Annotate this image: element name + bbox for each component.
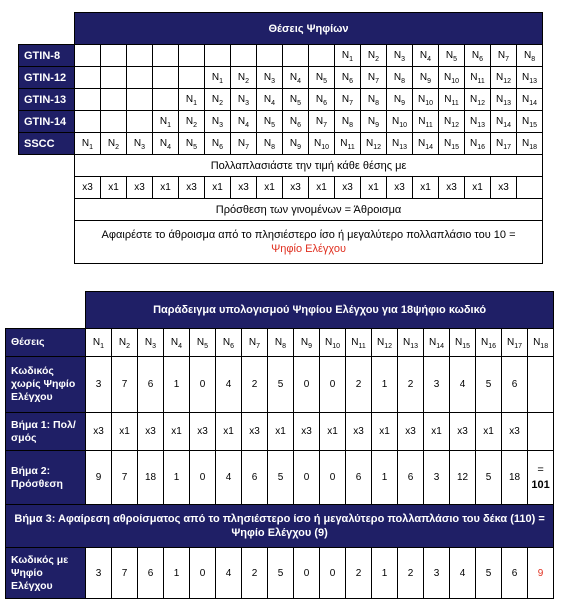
multiplier-cell: x1: [216, 413, 242, 451]
table2-title: Παράδειγμα υπολογισμού Ψηφίου Ελέγχου για 18ψήφιο κωδικό: [86, 292, 554, 329]
empty-cell: [101, 111, 127, 133]
positions-row: [6, 329, 554, 357]
position-cell: $N_{14}$: [413, 133, 439, 155]
multiplier-cell: x3: [127, 177, 153, 199]
multiplier-cell: x3: [387, 177, 413, 199]
product-cell: 0: [190, 451, 216, 505]
product-cell: 4: [216, 451, 242, 505]
position-cell: $N_{17}$: [491, 133, 517, 155]
multiplier-cell: x3: [491, 177, 517, 199]
position-cell: $N_9$: [283, 133, 309, 155]
position-cell: $N_{12}$: [465, 89, 491, 111]
position-cell: $N_5$: [309, 67, 335, 89]
position-header-cell: $N_{15}$: [450, 329, 476, 357]
position-cell: $N_9$: [361, 111, 387, 133]
position-header-cell: $N_{11}$: [346, 329, 372, 357]
final-digit-cell: 2: [398, 548, 424, 599]
final-digit-cell: 6: [138, 548, 164, 599]
position-cell: $N_{16}$: [465, 133, 491, 155]
empty-cell: [101, 67, 127, 89]
code-digit-cell: 0: [320, 357, 346, 413]
table1-rows: [19, 45, 543, 155]
position-row: [19, 45, 543, 67]
position-header-cell: $N_6$: [216, 329, 242, 357]
empty-cell: [101, 45, 127, 67]
position-header-cell: $N_{13}$: [398, 329, 424, 357]
position-cell: $N_2$: [361, 45, 387, 67]
multiplier-cell: x3: [179, 177, 205, 199]
multiplier-cell: x3: [398, 413, 424, 451]
multiplier-cell: x1: [320, 413, 346, 451]
sum-value: 101: [531, 478, 550, 491]
multiplier-cell: x3: [335, 177, 361, 199]
code-digit-cell: 3: [424, 357, 450, 413]
multiplier-cell: x3: [346, 413, 372, 451]
final-row: [6, 548, 554, 599]
position-cell: $N_{18}$: [517, 133, 543, 155]
multiplier-cell: x1: [424, 413, 450, 451]
check-digit-cell: 9: [528, 548, 554, 599]
product-cell: 0: [320, 451, 346, 505]
position-cell: $N_5$: [439, 45, 465, 67]
product-cell: 0: [294, 451, 320, 505]
position-cell: $N_8$: [517, 45, 543, 67]
final-digit-cell: 1: [164, 548, 190, 599]
position-cell: $N_4$: [231, 111, 257, 133]
subtract-text: Αφαιρέστε το άθροισμα από το πλησιέστερο ίσο ή μεγαλύτερο πολλαπλάσιο του 10 =: [101, 229, 516, 241]
final-digit-cell: 0: [190, 548, 216, 599]
position-header-cell: $N_{16}$: [476, 329, 502, 357]
empty-corner: [19, 13, 75, 45]
product-cell: 12: [450, 451, 476, 505]
product-cell: 18: [138, 451, 164, 505]
position-cell: $N_3$: [231, 89, 257, 111]
position-row: [19, 67, 543, 89]
multiplier-row: [19, 177, 543, 199]
position-cell: $N_{15}$: [517, 111, 543, 133]
empty-cell: [127, 67, 153, 89]
position-cell: $N_3$: [127, 133, 153, 155]
final-digit-cell: 2: [242, 548, 268, 599]
position-header-cell: $N_{12}$: [372, 329, 398, 357]
multiplier-cell: x3: [138, 413, 164, 451]
position-cell: $N_{11}$: [465, 67, 491, 89]
position-cell: $N_{15}$: [439, 133, 465, 155]
empty-cell: [283, 45, 309, 67]
final-digit-cell: 5: [476, 548, 502, 599]
final-digit-cell: 6: [502, 548, 528, 599]
multiplier-cell: x1: [153, 177, 179, 199]
position-cell: $N_1$: [205, 67, 231, 89]
position-cell: $N_6$: [205, 133, 231, 155]
position-cell: $N_3$: [205, 111, 231, 133]
code-digit-cell: 3: [86, 357, 112, 413]
multiplier-cell: x1: [361, 177, 387, 199]
position-header-cell: $N_3$: [138, 329, 164, 357]
empty-cell: [101, 89, 127, 111]
code-digit-cell: 5: [268, 357, 294, 413]
position-cell: $N_3$: [387, 45, 413, 67]
multiplier-cell: x1: [205, 177, 231, 199]
multiply-instruction: Πολλαπλασιάστε την τιμή κάθε θέσης με: [75, 155, 543, 177]
position-cell: $N_5$: [283, 89, 309, 111]
empty-cell: [179, 67, 205, 89]
position-cell: $N_4$: [413, 45, 439, 67]
position-cell: $N_{14}$: [517, 89, 543, 111]
step2-label: Βήμα 2: Πρόσθεση: [6, 451, 86, 505]
final-digit-cell: 0: [294, 548, 320, 599]
example-calculation-table: [5, 291, 554, 599]
multiplier-cell: x3: [242, 413, 268, 451]
position-cell: $N_7$: [361, 67, 387, 89]
multiplier-cell: x1: [465, 177, 491, 199]
position-cell: $N_5$: [257, 111, 283, 133]
final-digit-cell: 3: [424, 548, 450, 599]
position-cell: $N_4$: [283, 67, 309, 89]
position-row: [19, 89, 543, 111]
position-cell: $N_{10}$: [413, 89, 439, 111]
position-cell: $N_{12}$: [439, 111, 465, 133]
sum-instruction: Πρόσθεση των γινομένων = Άθροισμα: [75, 199, 543, 221]
row-label: GTIN-12: [19, 67, 75, 89]
final-digit-cell: 5: [268, 548, 294, 599]
position-cell: $N_{13}$: [387, 133, 413, 155]
position-cell: $N_2$: [231, 67, 257, 89]
empty-cell: [75, 89, 101, 111]
multiplier-cell: x1: [257, 177, 283, 199]
final-digit-cell: 4: [450, 548, 476, 599]
empty-cell: [75, 111, 101, 133]
position-header-cell: $N_5$: [190, 329, 216, 357]
multiplier-cell: x1: [476, 413, 502, 451]
position-cell: $N_{10}$: [439, 67, 465, 89]
row-label: SSCC: [19, 133, 75, 155]
code-digit-cell: 4: [216, 357, 242, 413]
position-cell: $N_2$: [101, 133, 127, 155]
product-cell: 6: [346, 451, 372, 505]
code-digit-cell: 2: [242, 357, 268, 413]
multiplier-cell: x1: [309, 177, 335, 199]
product-cell: 1: [372, 451, 398, 505]
final-digit-cell: 2: [346, 548, 372, 599]
position-cell: $N_5$: [179, 133, 205, 155]
position-cell: $N_7$: [491, 45, 517, 67]
multiplier-cell: x3: [502, 413, 528, 451]
empty-cell: [75, 45, 101, 67]
position-cell: $N_6$: [335, 67, 361, 89]
code-digit-cell: 0: [190, 357, 216, 413]
position-header-cell: $N_7$: [242, 329, 268, 357]
digit-positions-table: [18, 12, 543, 264]
row-label: GTIN-13: [19, 89, 75, 111]
final-digit-cell: 0: [320, 548, 346, 599]
multiplier-cell: x3: [283, 177, 309, 199]
position-cell: $N_{12}$: [361, 133, 387, 155]
position-header-cell: $N_{17}$: [502, 329, 528, 357]
empty-cell: [127, 89, 153, 111]
code-digit-cell: 6: [138, 357, 164, 413]
code-digit-cell: 5: [476, 357, 502, 413]
empty-cell: [153, 89, 179, 111]
product-cell: 5: [476, 451, 502, 505]
multiplier-cell: x1: [112, 413, 138, 451]
empty-cell: [528, 357, 554, 413]
product-cell: 7: [112, 451, 138, 505]
product-cell: 6: [242, 451, 268, 505]
final-label: Κωδικός με Ψηφίο Ελέγχου: [6, 548, 86, 599]
final-digit-cell: 1: [372, 548, 398, 599]
equals-sign: =: [537, 463, 544, 476]
code-digit-cell: 1: [372, 357, 398, 413]
row-label: GTIN-14: [19, 111, 75, 133]
product-cell: 1: [164, 451, 190, 505]
position-row: [19, 111, 543, 133]
table1-title: Θέσεις Ψηφίων: [75, 13, 543, 45]
position-header-cell: $N_4$: [164, 329, 190, 357]
position-header-cell: $N_{10}$: [320, 329, 346, 357]
position-cell: $N_{11}$: [335, 133, 361, 155]
empty-cell: [528, 413, 554, 451]
multiplier-cell: x3: [439, 177, 465, 199]
position-header-cell: $N_9$: [294, 329, 320, 357]
code-row: [6, 357, 554, 413]
code-digit-cell: 7: [112, 357, 138, 413]
position-cell: $N_7$: [231, 133, 257, 155]
empty-cell: [127, 111, 153, 133]
multiplier-cell: x3: [450, 413, 476, 451]
code-digit-cell: 2: [346, 357, 372, 413]
empty-cell: [153, 45, 179, 67]
empty-cell: [153, 67, 179, 89]
final-digit-cell: 7: [112, 548, 138, 599]
position-cell: $N_{10}$: [309, 133, 335, 155]
multiplier-cell: x3: [86, 413, 112, 451]
product-cell: 5: [268, 451, 294, 505]
position-cell: $N_{11}$: [413, 111, 439, 133]
product-cell: 3: [424, 451, 450, 505]
row-label: GTIN-8: [19, 45, 75, 67]
position-cell: $N_{12}$: [491, 67, 517, 89]
step3-instruction: Βήμα 3: Αφαίρεση αθροίσματος από το πλησιέστερο ίσο ή μεγαλύτερο πολλαπλάσιο του δέκα (110) = Ψηφίο Ελέγχου (9): [6, 505, 554, 548]
step2-row: [6, 451, 554, 505]
position-cell: $N_1$: [179, 89, 205, 111]
position-cell: $N_4$: [257, 89, 283, 111]
position-cell: $N_7$: [309, 111, 335, 133]
code-label: Κωδικός χωρίς Ψηφίο Ελέγχου: [6, 357, 86, 413]
positions-label: Θέσεις: [6, 329, 86, 357]
position-cell: $N_6$: [309, 89, 335, 111]
position-header-cell: $N_8$: [268, 329, 294, 357]
code-digit-cell: 2: [398, 357, 424, 413]
position-cell: $N_{10}$: [387, 111, 413, 133]
position-cell: $N_8$: [335, 111, 361, 133]
multiplier-cell: x1: [413, 177, 439, 199]
product-cell: 18: [502, 451, 528, 505]
position-cell: $N_6$: [465, 45, 491, 67]
final-digit-cell: 3: [86, 548, 112, 599]
position-cell: $N_9$: [387, 89, 413, 111]
position-header-cell: $N_{18}$: [528, 329, 554, 357]
check-digit-label: Ψηφίο Ελέγχου: [271, 243, 346, 255]
position-cell: $N_{13}$: [517, 67, 543, 89]
multiplier-cell: x3: [294, 413, 320, 451]
position-cell: $N_8$: [257, 133, 283, 155]
multiplier-cell: x3: [231, 177, 257, 199]
position-cell: $N_{13}$: [491, 89, 517, 111]
position-cell: $N_8$: [387, 67, 413, 89]
empty-cell: [517, 177, 543, 199]
position-cell: $N_9$: [413, 67, 439, 89]
position-cell: $N_1$: [153, 111, 179, 133]
final-digit-cell: 4: [216, 548, 242, 599]
position-cell: $N_{11}$: [439, 89, 465, 111]
empty-cell: [309, 45, 335, 67]
step1-row: [6, 413, 554, 451]
multiplier-cell: x3: [75, 177, 101, 199]
sum-cell: [528, 451, 554, 505]
code-digit-cell: 4: [450, 357, 476, 413]
empty-cell: [127, 45, 153, 67]
step1-label: Βήμα 1: Πολ/σμός: [6, 413, 86, 451]
product-cell: 9: [86, 451, 112, 505]
position-cell: $N_1$: [75, 133, 101, 155]
position-cell: $N_2$: [205, 89, 231, 111]
multiplier-cell: x1: [268, 413, 294, 451]
position-header-cell: $N_{14}$: [424, 329, 450, 357]
position-cell: $N_3$: [257, 67, 283, 89]
empty-cell: [231, 45, 257, 67]
position-cell: $N_7$: [335, 89, 361, 111]
empty-cell: [257, 45, 283, 67]
multiplier-cell: x1: [164, 413, 190, 451]
product-cell: 6: [398, 451, 424, 505]
empty-cell: [179, 45, 205, 67]
position-cell: $N_{13}$: [465, 111, 491, 133]
multiplier-cell: x1: [372, 413, 398, 451]
position-row: [19, 133, 543, 155]
code-digit-cell: 6: [502, 357, 528, 413]
empty-cell: [75, 67, 101, 89]
position-cell: $N_1$: [335, 45, 361, 67]
multiplier-cell: x3: [190, 413, 216, 451]
empty-cell: [205, 45, 231, 67]
subtract-instruction: [75, 221, 543, 264]
position-cell: $N_2$: [179, 111, 205, 133]
code-digit-cell: 1: [164, 357, 190, 413]
position-cell: $N_4$: [153, 133, 179, 155]
position-cell: $N_8$: [361, 89, 387, 111]
code-digit-cell: 0: [294, 357, 320, 413]
position-cell: $N_6$: [283, 111, 309, 133]
position-cell: $N_{14}$: [491, 111, 517, 133]
multiplier-cell: x1: [101, 177, 127, 199]
position-header-cell: $N_2$: [112, 329, 138, 357]
position-header-cell: $N_1$: [86, 329, 112, 357]
